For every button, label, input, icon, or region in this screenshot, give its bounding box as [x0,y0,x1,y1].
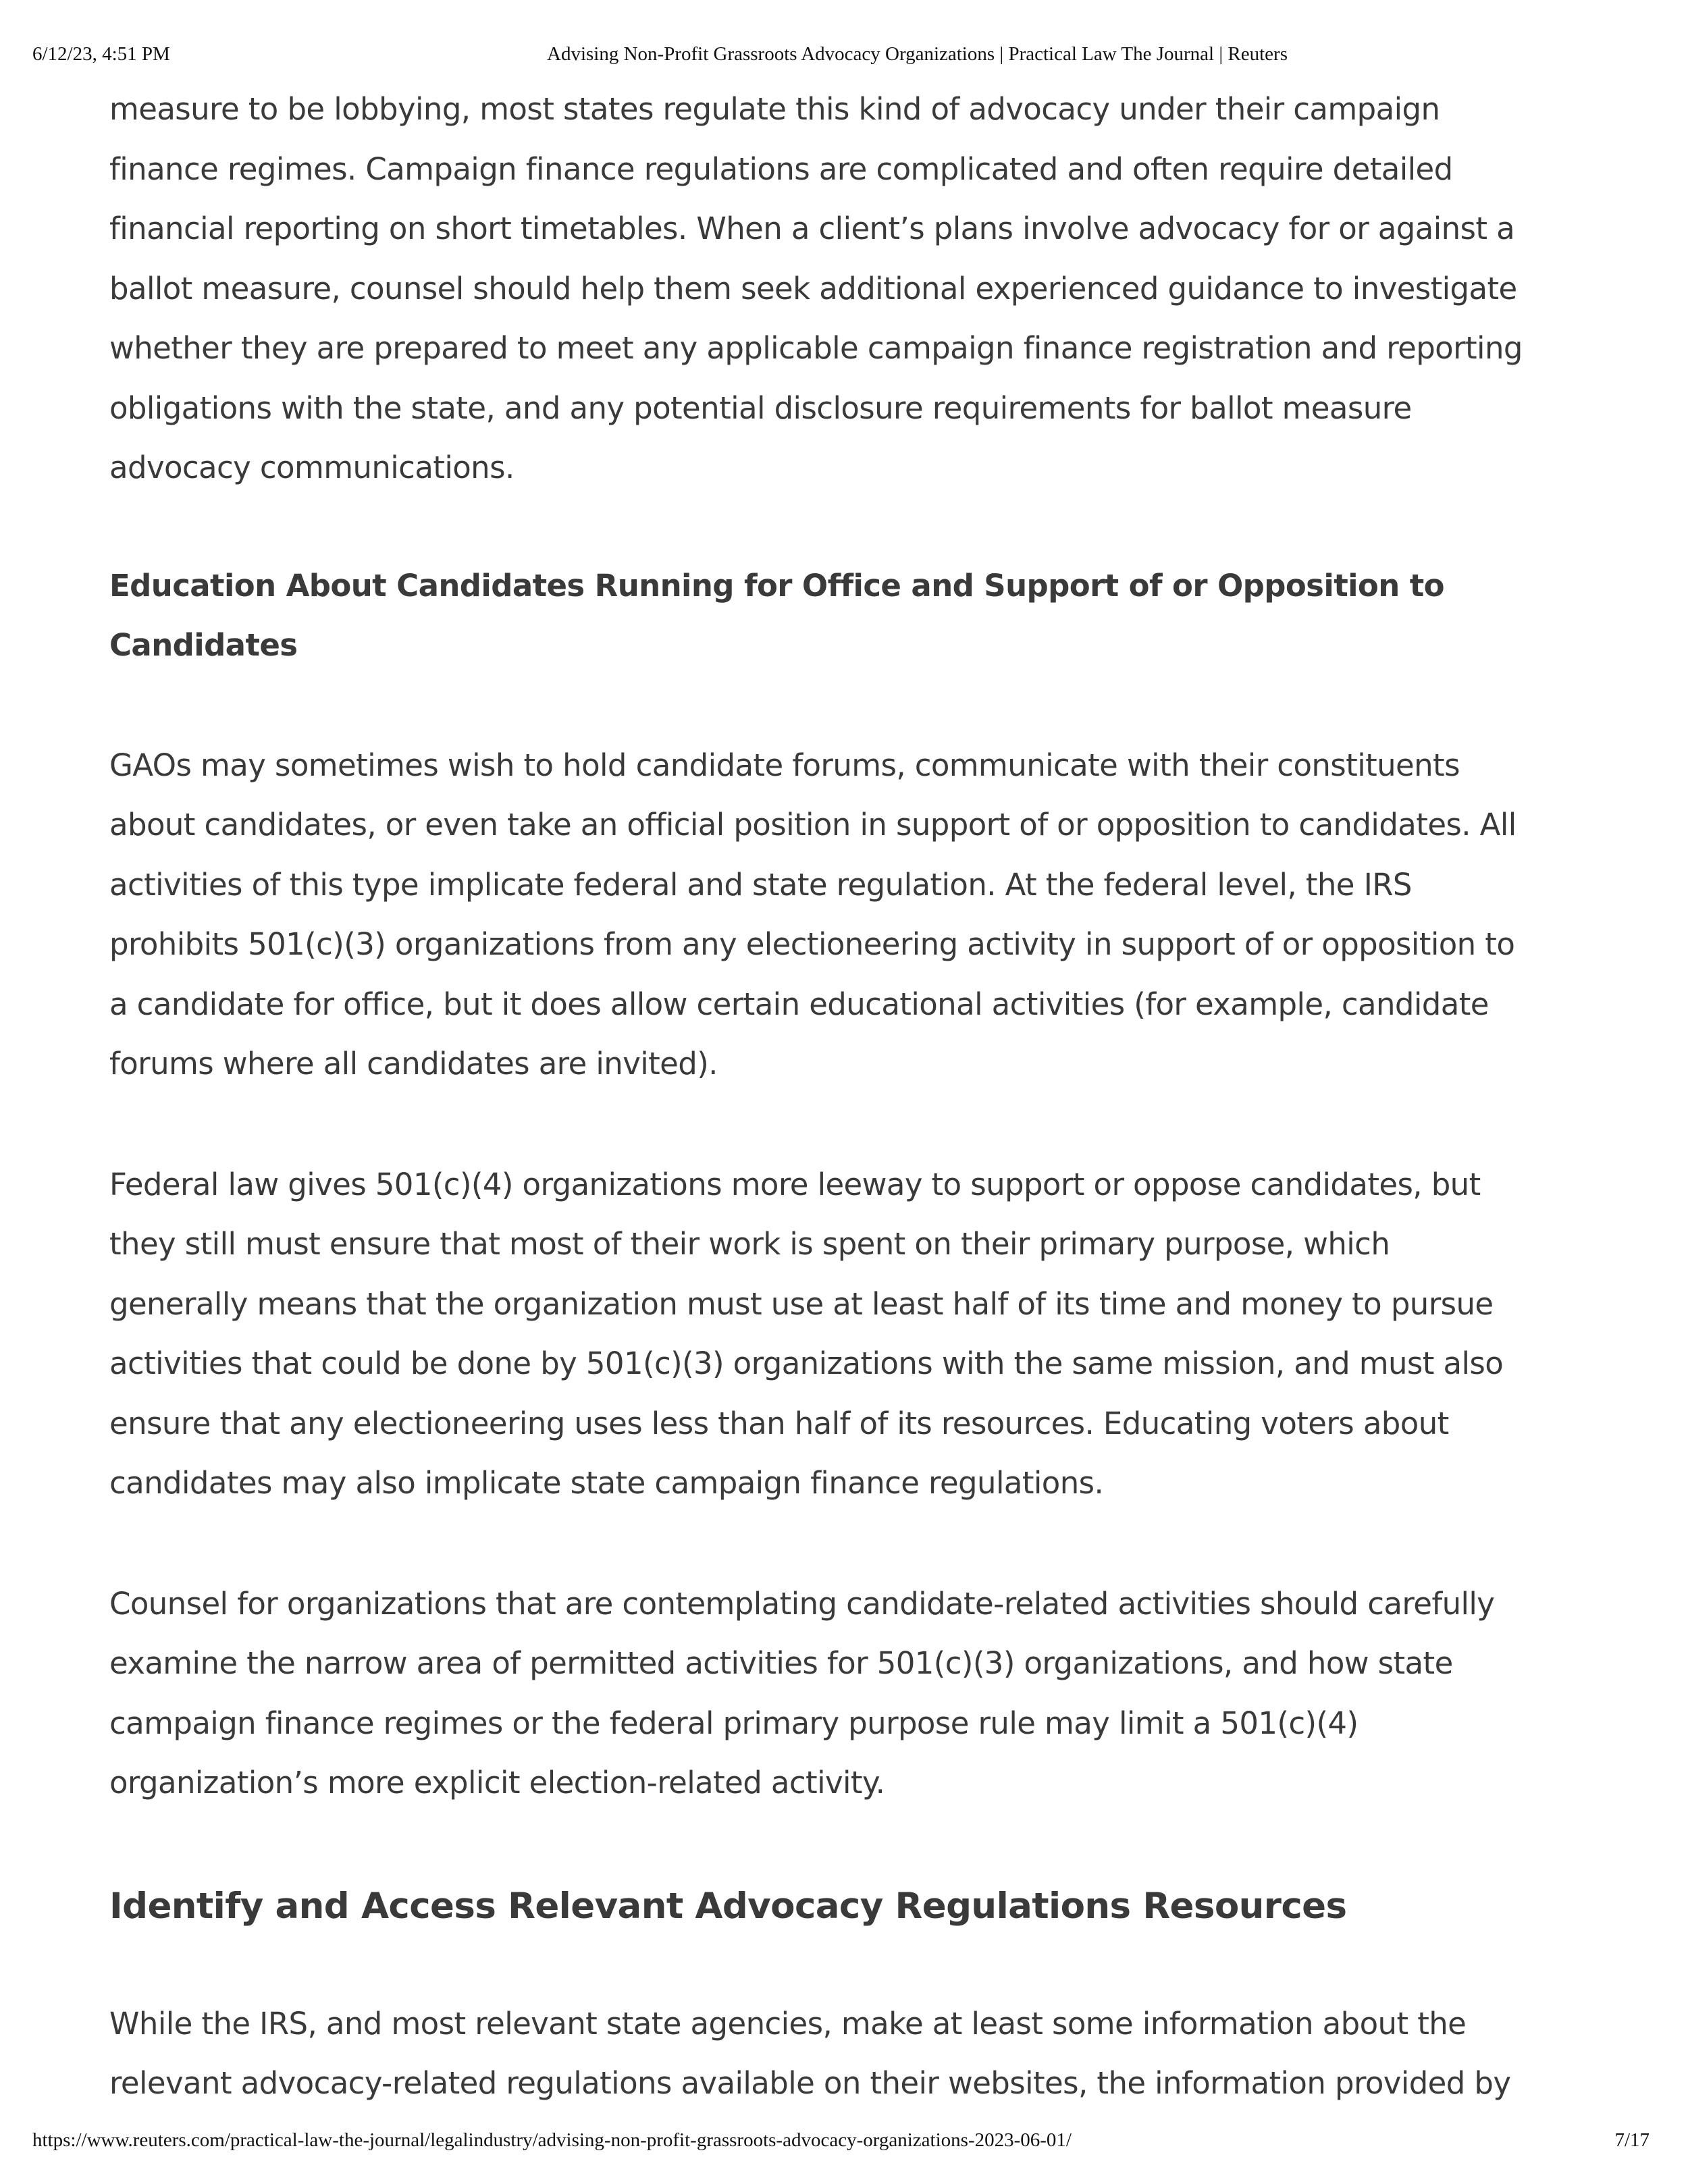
print-header [0,0,1688,81]
paragraph-counsel-guidance: Counsel for organizations that are contemplating candidate-related activities should carefully examine the narrow area of permitted activities for 501(c)(3) organizations, and how state campaign finance regimes or the federal primary purpose rule may limit a 501(c)(4) organization’s more explicit election-related activity. [109,1585,1495,1801]
print-footer [0,2127,1688,2167]
print-datetime: 6/12/23, 4:51 PM [32,43,170,65]
heading-advocacy-resources: Identify and Access Relevant Advocacy Regulations Resources [109,1885,1347,1927]
print-page-number: 7/17 [1614,2129,1650,2151]
print-source-url: https://www.reuters.com/practical-law-the-journal/legalindustry/advising-non-profit-grassroots-advocacy-organizations-2023-06-01/ [32,2129,1072,2151]
paragraph-federal-law-501c4: Federal law gives 501(c)(4) organizations more leeway to support or oppose candidates, but they still must ensure that most of their work is spent on their primary purpose, which generally means that the organization must use at least half of its time and money to pursue activities that could be done by 501(c)(3) organizations with the same mission, and must also ensure that any electioneering uses less than half of its resources. Educating voters about candidates may also implicate state campaign finance regulations. [109,1166,1504,1501]
paragraph-irs-resources: While the IRS, and most relevant state agencies, make at least some information about the relevant advocacy-related regulations available on their websites, the information provided by [109,2005,1511,2101]
article-body [109,80,1595,2114]
paragraph-ballot-measure-continuation: measure to be lobbying, most states regulate this kind of advocacy under their campaign finance regimes. Campaign finance regulations are complicated and often require detailed financial reporting on short timetables. When a client’s plans involve advocacy for or against a ballot measure, counsel should help them seek additional experienced guidance to investigate whether they are prepared to meet any applicable campaign finance registration and reporting obligations with the state, and any potential disclosure requirements for ballot measure advocacy communications. [109,91,1523,485]
paragraph-gaos-candidate-forums: GAOs may sometimes wish to hold candidate forums, communicate with their constituents about candidates, or even take an official position in support of or opposition to candidates. All activities of this type implicate federal and state regulation. At the federal level, the IRS prohibits 501(c)(3) organizations from any electioneering activity in support of or opposition to a candidate for office, but it does allow certain educational activities (for example, candidate forums where all candidates are invited). [109,747,1516,1082]
subheading-candidates: Education About Candidates Running for Office and Support of or Opposition to Candidates [109,567,1444,663]
print-document-title: Advising Non-Profit Grassroots Advocacy Organizations | Practical Law The Journal | Reuters [547,43,1288,65]
